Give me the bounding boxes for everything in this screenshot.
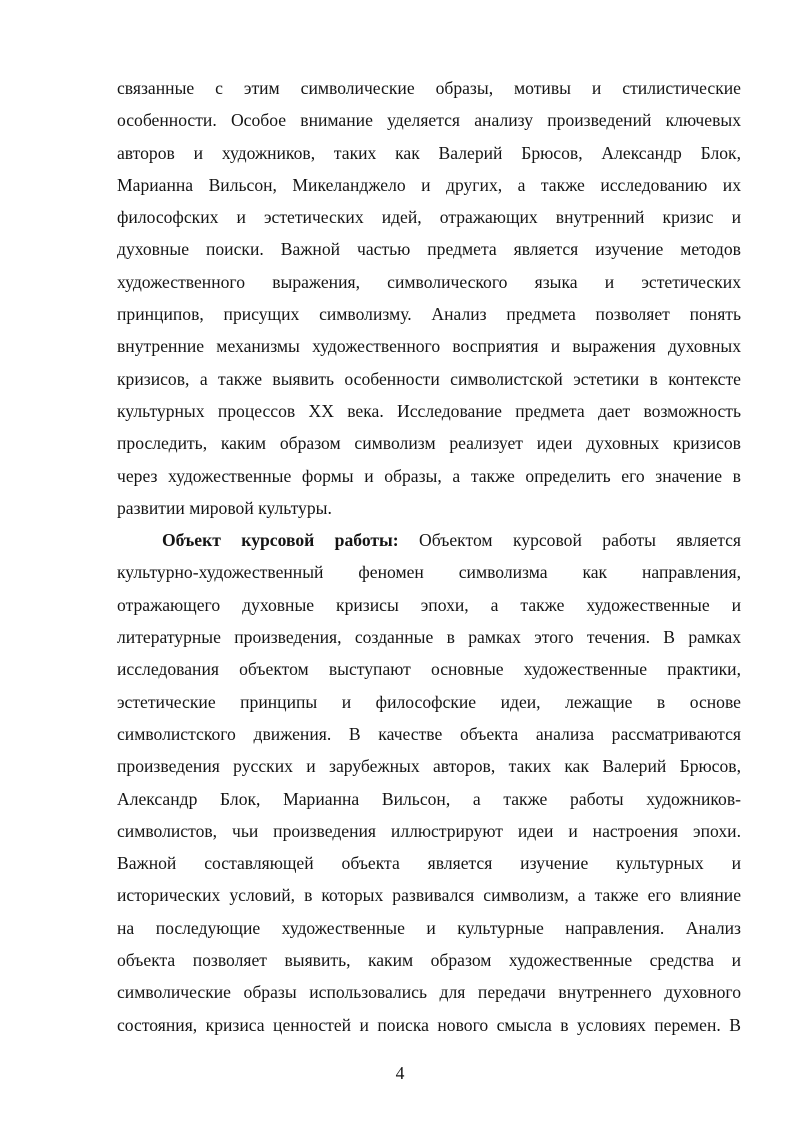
text-line-first [117,524,741,556]
text-line: эстетические принципы и философские идеи, лежащие в основе [117,691,741,712]
text-line: отражающего духовные кризисы эпохи, а также художественные и [117,594,741,615]
text-line: принципов, присущих символизму. Анализ предмета позволяет понять [117,304,741,325]
text-line: особенности. Особое внимание уделяется анализу произведений ключевых [117,110,741,131]
text-line: духовные поиски. Важной частью предмета является изучение методов [117,239,741,260]
text-fragment: Объектом курсовой работы является [398,530,741,551]
object-heading: Объект курсовой работы: [162,530,399,551]
text-line: через художественные формы и образы, а также определить его значение в [117,465,741,486]
paragraph-subject [117,72,741,524]
text-line: символические образы использовались для передачи внутреннего духовного [117,982,741,1003]
text-line: кризисов, а также выявить особенности символистской эстетики в контексте [117,368,741,389]
text-line: символистского движения. В качестве объекта анализа рассматриваются [117,723,741,744]
text-line: исследования объектом выступают основные художественные практики, [117,659,741,680]
text-line: авторов и художников, таких как Валерий Брюсов, Александр Блок, [117,142,741,163]
text-line: Александр Блок, Марианна Вильсон, а также работы художников- [117,788,741,809]
text-line: развитии мировой культуры. [117,497,332,518]
paragraph-object [117,524,741,1041]
text-line: состояния, кризиса ценностей и поиска нового смысла в условиях перемен. В [117,1014,741,1035]
text-line: объекта позволяет выявить, каким образом художественные средства и [117,950,741,971]
text-line: проследить, каким образом символизм реализует идеи духовных кризисов [117,433,741,454]
text-line: исторических условий, в которых развивался символизм, а также его влияние [117,885,741,906]
page-number: 4 [395,1063,405,1083]
text-line: связанные с этим символические образы, мотивы и стилистические [117,78,741,98]
text-line: символистов, чьи произведения иллюстрируют идеи и настроения эпохи. [117,820,741,841]
text-line: культурно-художественный феномен символизма как направления, [117,562,741,583]
text-line: Марианна Вильсон, Микеланджело и других, а также исследованию их [117,174,741,195]
text-line: художественного выражения, символического языка и эстетических [117,271,741,292]
text-line: на последующие художественные и культурные направления. Анализ [117,917,741,938]
text-line: культурных процессов XX века. Исследование предмета дает возможность [117,400,741,421]
text-line: внутренние механизмы художественного восприятия и выражения духовных [117,336,741,357]
text-line: произведения русских и зарубежных авторов, таких как Валерий Брюсов, [117,756,741,777]
text-line: Важной составляющей объекта является изучение культурных и [117,853,741,874]
text-line: философских и эстетических идей, отражающих внутренний кризис и [117,207,741,228]
text-line: литературные произведения, созданные в рамках этого течения. В рамках [117,627,741,648]
body-text [117,72,741,1041]
